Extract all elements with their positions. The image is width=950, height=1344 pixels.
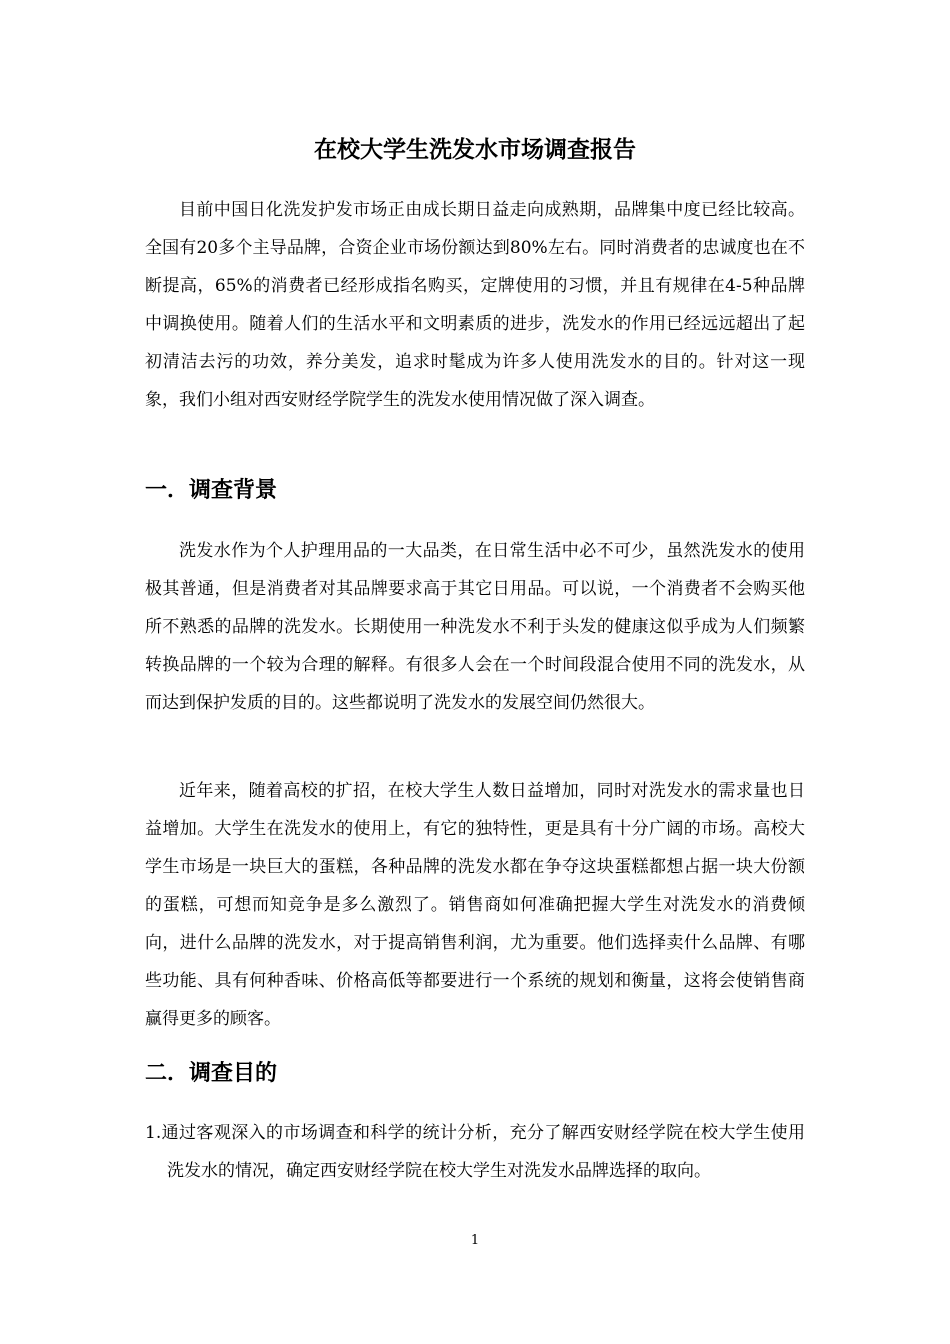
background-paragraph-1: 洗发水作为个人护理用品的一大品类，在日常生活中必不可少，虽然洗发水的使用极其普通，但是消费者对其品牌要求高于其它日用品。可以说，一个消费者不会购买他所不熟悉的品牌的洗发水。长期使用一种洗发水不利于头发的健康这似乎成为人们频繁转换品牌的一个较为合理的解释。有很多人会在一个时间段混合使用不同的洗发水，从而达到保护发质的目的。这些都说明了洗发水的发展空间仍然很大。 bbox=[145, 541, 805, 713]
document-title: 在校大学生洗发水市场调查报告 bbox=[314, 136, 636, 163]
page-number: 1 bbox=[470, 1233, 480, 1248]
purpose-list-item: 1.通过客观深入的市场调查和科学的统计分析，充分了解西安财经学院在校大学生使用洗发水的情况，确定西安财经学院在校大学生对洗发水品牌选择的取向。 bbox=[145, 1123, 805, 1181]
section-heading-purpose: 二．调查目的 bbox=[145, 1060, 278, 1086]
background-paragraph-2: 近年来，随着高校的扩招，在校大学生人数日益增加，同时对洗发水的需求量也日益增加。大学生在洗发水的使用上，有它的独特性，更是具有十分广阔的市场。高校大学生市场是一块巨大的蛋糕，各种品牌的洗发水都在争夺这块蛋糕都想占据一块大份额的蛋糕，可想而知竞争是多么激烈了。销售商如何准确把握大学生对洗发水的消费倾向，进什么品牌的洗发水，对于提高销售利润，尤为重要。他们选择卖什么品牌、有哪些功能、具有何种香味、价格高低等都要进行一个系统的规划和衡量，这将会使销售商赢得更多的顾客。 bbox=[145, 781, 805, 1029]
section-heading-background: 一．调查背景 bbox=[145, 477, 278, 503]
intro-paragraph: 目前中国日化洗发护发市场正由成长期日益走向成熟期，品牌集中度已经比较高。全国有20多个主导品牌，合资企业市场份额达到80%左右。同时消费者的忠诚度也在不断提高，65%的消费者已经形成指名购买，定牌使用的习惯，并且有规律在4-5种品牌中调换使用。随着人们的生活水平和文明素质的进步，洗发水的作用已经远远超出了起初清洁去污的功效，养分美发，追求时髦成为许多人使用洗发水的目的。针对这一现象，我们小组对西安财经学院学生的洗发水使用情况做了深入调查。 bbox=[145, 200, 805, 410]
